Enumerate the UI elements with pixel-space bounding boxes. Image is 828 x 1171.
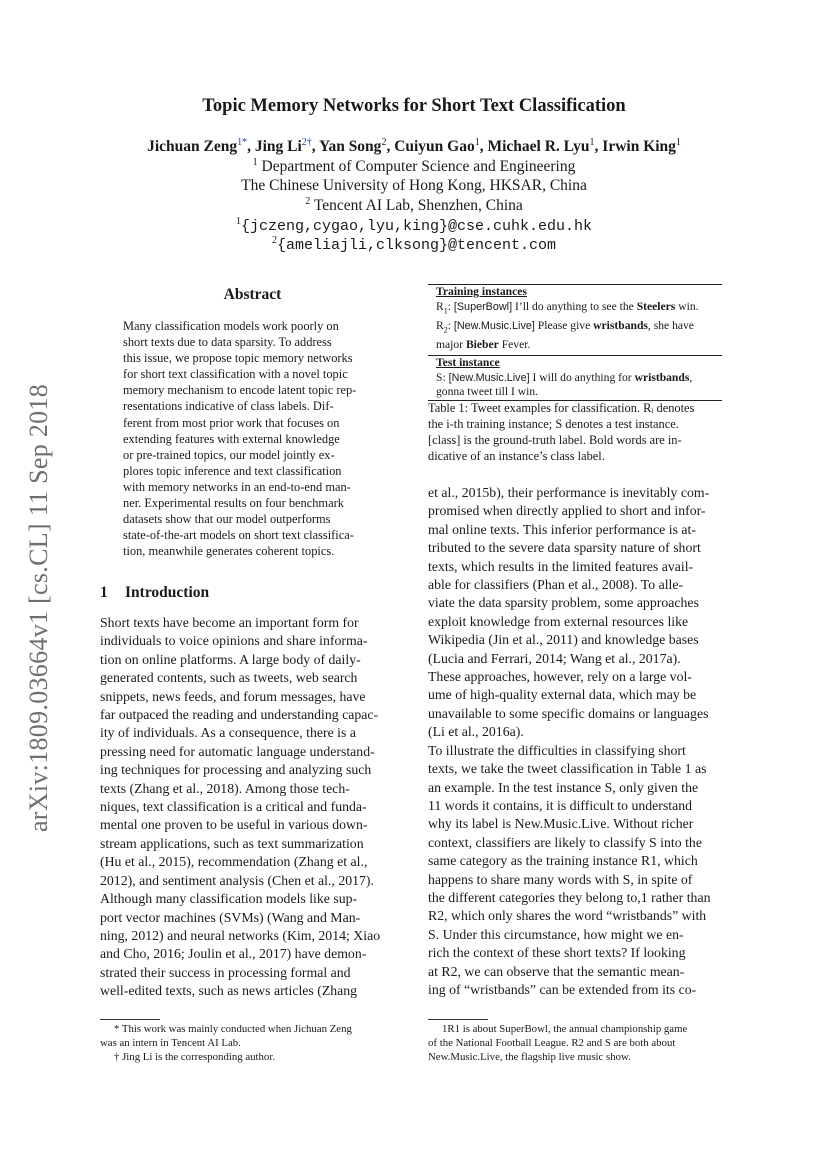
- affiliation-1: [0, 157, 828, 176]
- training-row-r2: $R_2$: [New.Music.Live] Please give wristbands, she have: [436, 318, 694, 335]
- body-line: stream applications, such as text summarization: [100, 835, 364, 851]
- body-line: pressing need for automatic language understand-: [100, 743, 375, 759]
- affiliation-mark: 2: [305, 196, 311, 207]
- email-mark: 2: [271, 235, 277, 246]
- email-mark: 1: [235, 216, 241, 227]
- body-line: R2, which only shares the word “wristbands” with: [428, 908, 707, 924]
- instance-sub: 1: [443, 306, 448, 316]
- training-header: Training instances: [436, 285, 527, 298]
- footnote-line: * This work was mainly conducted when Jichuan Zeng: [114, 1023, 352, 1035]
- body-line: unavailable to some specific domains or languages: [428, 705, 709, 721]
- test-row-s: [428, 371, 722, 386]
- body-line: ity of individuals. As a consequence, there is a: [100, 725, 356, 741]
- body-line: Although many classification models like sup-: [100, 891, 358, 907]
- abstract-line: this issue, we propose topic memory networks: [123, 351, 353, 366]
- body-line: 2012), and sentiment analysis (Chen et al., 2017).: [100, 872, 374, 888]
- class-tag: [SuperBowl]: [453, 300, 513, 313]
- instance-label: R: [436, 318, 444, 332]
- instance-text: Please give: [534, 318, 594, 332]
- body-line: at R2, we can observe that the semantic mean-: [428, 963, 685, 979]
- abstract-line: short texts due to data sparsity. To address: [123, 335, 332, 350]
- email-1: [0, 216, 828, 235]
- indicative-word: wristbands: [634, 370, 690, 384]
- body-line: promised when directly applied to short and infor-: [428, 503, 706, 519]
- abstract-line: datasets show that our model outperforms: [123, 512, 331, 527]
- abstract-line: memory mechanism to encode latent topic rep-: [123, 383, 357, 398]
- indicative-word: wristbands: [593, 318, 648, 332]
- author-list: Jichuan Zeng$^{1*}$, Jing $Li^{2\dagger}$, Yan Song$^2$, Cuiyun Gao$^1$, Michael R. Lyu$^1$, Irwin King$^1$: [147, 137, 681, 156]
- abstract-line: extending features with external knowledge: [123, 431, 340, 446]
- body-line: exploit knowledge from external resources like: [428, 613, 689, 629]
- instance-text: ,: [689, 370, 693, 384]
- instance-text: I will do anything for: [529, 370, 635, 384]
- body-line: texts (Zhang et al., 2018). Among those tech-: [100, 780, 350, 796]
- body-line: mental one proven to be useful in various down-: [100, 817, 368, 833]
- body-line: texts, which results in the limited features avail-: [428, 558, 694, 574]
- affiliation-2: [0, 196, 828, 215]
- body-line: generated contents, such as tweets, web search: [100, 670, 358, 686]
- footnotes-left: [100, 1022, 405, 1065]
- paper-title: Topic Memory Networks for Short Text Classification: [202, 96, 626, 116]
- right-column-body: [428, 484, 734, 999]
- body-line: snippets, news feeds, and forum messages, have: [100, 688, 366, 704]
- test-row-s-cont: gonna tweet till I win.: [436, 385, 539, 399]
- abstract-line: Many classification models work poorly on: [123, 319, 339, 333]
- training-row-r1: $R_1$: [SuperBowl] I’ll do anything to see the Steelers win.: [436, 299, 699, 316]
- body-line: rich the context of these short texts? If looking: [428, 945, 686, 961]
- body-line: Short texts have become an important form for: [100, 615, 359, 630]
- affiliation-mark: 1: [252, 157, 258, 168]
- abstract-line: resentations indicative of class labels. Dif-: [123, 399, 334, 414]
- body-line: far outpaced the reading and understanding capac-: [100, 707, 379, 723]
- arxiv-id: arXiv:1809.03664v1 [cs.CL] 11 Sep 2018: [24, 383, 53, 833]
- abstract-line: tion, meanwhile generates coherent topics.: [123, 544, 335, 559]
- body-line: ning, 2012) and neural networks (Kim, 2014; Xiao: [100, 927, 381, 943]
- caption-line: Table 1: Tweet examples for classification. Rᵢ denotes: [428, 401, 695, 415]
- body-line: well-edited texts, such as news articles (Zhang: [100, 983, 358, 999]
- affiliation-text: Tencent AI Lab, Shenzhen, China: [313, 197, 523, 215]
- body-line: able for classifiers (Phan et al., 2008). To alle-: [428, 577, 684, 593]
- author-name: Jichuan Zeng: [147, 138, 238, 156]
- instance-text: win.: [675, 299, 699, 313]
- body-line: and Cho, 2016; Joulin et al., 2017) have demon-: [100, 946, 367, 962]
- body-line: individuals to voice opinions and share informa-: [100, 633, 368, 649]
- abstract-heading: Abstract: [223, 286, 282, 303]
- footnote-line: of the National Football League. R2 and S are both about: [428, 1037, 676, 1050]
- section-title: Introduction: [125, 584, 210, 601]
- body-line: ing techniques for processing and analyzing such: [100, 762, 372, 778]
- class-tag: [New.Music.Live]: [448, 371, 530, 384]
- instance-text: , she have: [647, 318, 694, 332]
- section-number: 1: [100, 584, 108, 601]
- abstract-line: with memory networks in an end-to-end man-: [123, 479, 351, 494]
- table-1: [428, 284, 722, 401]
- author-name: Irwin King: [602, 138, 676, 156]
- body-line: S. Under this circumstance, how might we en-: [428, 926, 684, 942]
- abstract-line: ner. Experimental results on four benchmark: [123, 496, 344, 511]
- table-caption: [428, 400, 734, 464]
- body-line: same category as the training instance R1, which: [428, 853, 698, 869]
- body-line: tion on online platforms. A large body of daily-: [100, 651, 361, 667]
- body-line: 11 words it contains, it is difficult to understand: [428, 797, 693, 813]
- caption-line: dicative of an instance’s class label.: [428, 449, 605, 464]
- footnotes-right: [428, 1022, 734, 1065]
- author-mark: 1: [474, 137, 480, 148]
- class-tag: [New.Music.Live]: [453, 319, 535, 332]
- footnote-line: 1R1 is about SuperBowl, the annual championship game: [442, 1023, 688, 1035]
- body-line: Wikipedia (Jin et al., 2011) and knowledge bases: [428, 632, 699, 648]
- body-line: niques, text classification is a critical and funda-: [100, 799, 367, 815]
- abstract-line: plores topic inference and text classification: [123, 463, 342, 478]
- instance-sub: 2: [443, 325, 448, 335]
- body-line: context, classifiers are likely to classify S into the: [428, 834, 702, 850]
- body-line: port vector machines (SVMs) (Wang and Man-: [100, 909, 361, 925]
- body-line: why its label is New.Music.Live. Without richer: [428, 816, 694, 832]
- author-mark: 1: [675, 137, 681, 148]
- abstract-line: ferent from most prior work that focuses on: [123, 415, 340, 430]
- test-header: Test instance: [436, 355, 500, 369]
- intro-body: [100, 614, 405, 1001]
- instance-label: R: [436, 299, 444, 313]
- body-line: ume of high-quality external data, which may be: [428, 687, 697, 703]
- body-line: (Hu et al., 2015), recommendation (Zhang et al.,: [100, 854, 368, 870]
- body-line: strated their success in processing formal and: [100, 964, 351, 980]
- email-text[interactable]: {ameliajli,clksong}@tencent.com: [276, 237, 557, 254]
- author-name: Cuiyun Gao: [394, 138, 475, 156]
- footnote-rule: [428, 1019, 488, 1020]
- email-text[interactable]: {jczeng,cygao,lyu,king}@cse.cuhk.edu.hk: [240, 218, 593, 235]
- instance-text: major: [436, 338, 466, 352]
- author-mark: 2: [381, 137, 387, 148]
- body-line: (Li et al., 2016a).: [428, 724, 524, 740]
- arxiv-stamp: [24, 368, 54, 848]
- abstract-line: or pre-trained topics, our model jointly ex-: [123, 447, 335, 462]
- body-line: (Lucia and Ferrari, 2014; Wang et al., 2017a).: [428, 650, 681, 666]
- body-line: et al., 2015b), their performance is inevitably com-: [428, 485, 710, 500]
- body-line: These approaches, however, rely on a large vol-: [428, 669, 692, 685]
- indicative-word: Steelers: [636, 299, 676, 313]
- author-name: Yan Song: [318, 138, 382, 156]
- author-mark: 1: [589, 137, 595, 148]
- affiliation-text: Department of Computer Science and Engineering: [261, 158, 576, 176]
- abstract-line: state-of-the-art models on short text classifica-: [123, 528, 354, 543]
- body-line: the different categories they belong to,1 rather than: [428, 889, 711, 905]
- caption-line: [class] is the ground-truth label. Bold words are in-: [428, 433, 682, 448]
- body-line: ing of “wristbands” can be extended from its co-: [428, 981, 697, 997]
- affiliation-1b: The Chinese University of Hong Kong, HKSAR, China: [241, 177, 587, 194]
- section-heading: [100, 584, 209, 602]
- body-line: tributed to the severe data sparsity nature of short: [428, 540, 701, 556]
- instance-label: S:: [436, 370, 446, 384]
- author-mark[interactable]: 1*: [237, 137, 248, 148]
- abstract-line: for short text classification with a novel topic: [123, 367, 348, 382]
- body-line: texts, we take the tweet classification in Table 1 as: [428, 761, 707, 777]
- body-line: an example. In the test instance S, only given the: [428, 779, 699, 795]
- email-2: [0, 235, 828, 254]
- author-mark[interactable]: 2†: [301, 137, 312, 148]
- body-line: To illustrate the difficulties in classifying short: [428, 742, 686, 758]
- footnote-line: was an intern in Tencent AI Lab.: [100, 1037, 241, 1050]
- training-row-r2-cont: [428, 338, 722, 353]
- body-line: mal online texts. This inferior performance is at-: [428, 521, 696, 537]
- author-name: Jing Li: [254, 138, 302, 156]
- body-line: happens to share many words with S, in spite of: [428, 871, 693, 887]
- abstract-body: [123, 318, 381, 559]
- instance-text: I’ll do anything to see the: [512, 299, 637, 313]
- footnote-line: New.Music.Live, the flagship live music show.: [428, 1051, 631, 1064]
- author-name: Michael R. Lyu: [487, 138, 590, 156]
- body-line: viate the data sparsity problem, some approaches: [428, 595, 699, 611]
- caption-line: the i-th training instance; S denotes a test instance.: [428, 417, 679, 432]
- instance-text: Fever.: [498, 338, 531, 352]
- indicative-word: Bieber: [465, 338, 499, 352]
- footnote-rule: [100, 1019, 160, 1020]
- footnote-line: † Jing Li is the corresponding author.: [114, 1051, 276, 1064]
